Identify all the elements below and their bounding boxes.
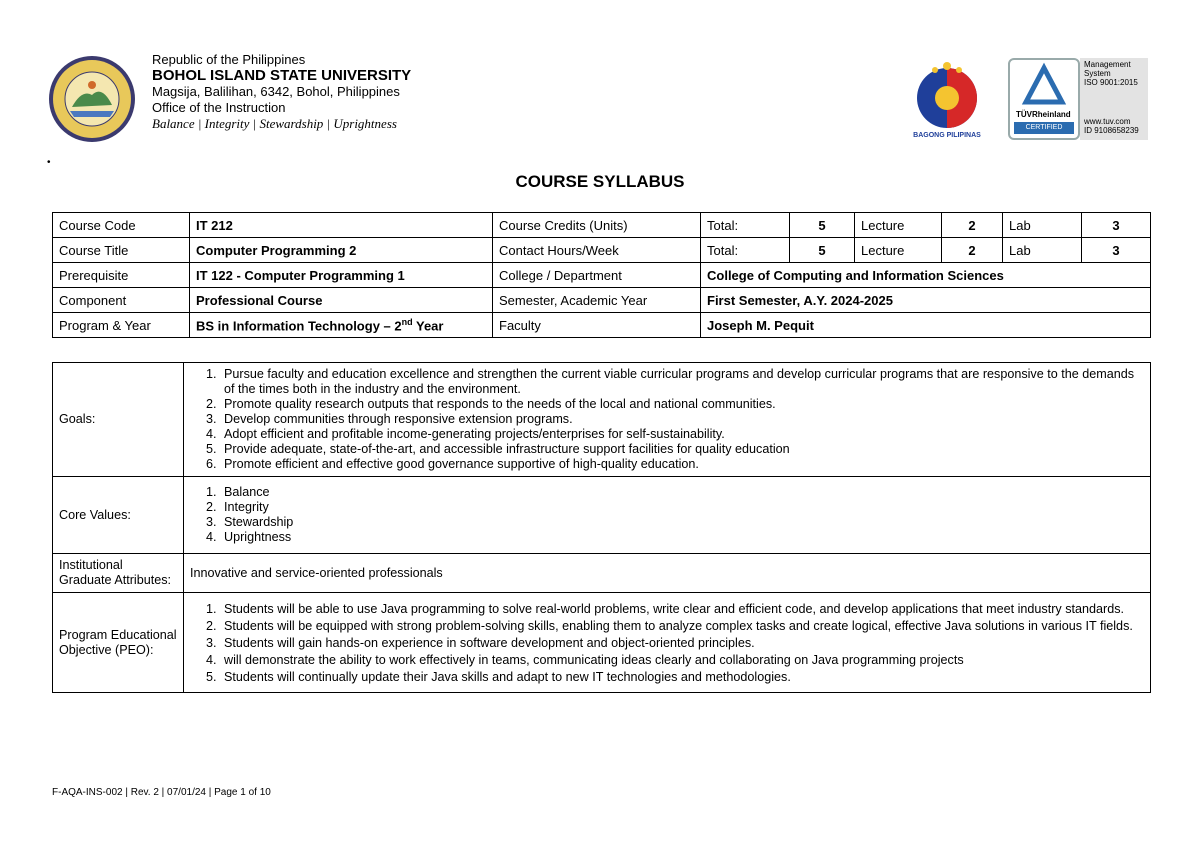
goals-cell bbox=[184, 363, 1151, 477]
label-cell: Prerequisite bbox=[53, 263, 190, 288]
program-year bbox=[190, 313, 493, 338]
label-cell: Total: bbox=[701, 238, 790, 263]
list-item: 6. Promote efficient and effective good governance supportive of high-quality education. bbox=[220, 457, 1144, 472]
course-info-table bbox=[52, 212, 1151, 338]
prerequisite: IT 122 - Computer Programming 1 bbox=[190, 263, 493, 288]
university-header bbox=[152, 52, 411, 132]
table-row bbox=[53, 593, 1151, 693]
list-item: 2. Promote quality research outputs that responds to the needs of the local and national communities. bbox=[220, 397, 1144, 412]
document-footer: F-AQA-INS-002 | Rev. 2 | 07/01/24 | Page 1 of 10 bbox=[52, 787, 271, 798]
table-row bbox=[53, 213, 1151, 238]
peo-label: Program Educational Objective (PEO): bbox=[53, 593, 184, 693]
program-text: BS in Information Technology – 2 bbox=[196, 318, 402, 334]
page-title: COURSE SYLLABUS bbox=[515, 172, 685, 191]
contact-lecture: 2 bbox=[942, 238, 1003, 263]
tuv-line: System bbox=[1084, 69, 1111, 78]
office-name: Office of the Instruction bbox=[152, 100, 286, 115]
tuv-certification-logo bbox=[1008, 58, 1148, 140]
list-item: 1. Pursue faculty and education excellence and strengthen the current viable curricular programs and develop curricular programs that are responsive to the demands of the times both in the industry and the environment. bbox=[220, 367, 1144, 397]
label-cell: Total: bbox=[701, 213, 790, 238]
credits-total: 5 bbox=[790, 213, 855, 238]
faculty: Joseph M. Pequit bbox=[701, 313, 1151, 338]
tuv-line: www.tuv.com bbox=[1084, 117, 1131, 126]
goals-label: Goals: bbox=[53, 363, 184, 477]
core-values-list bbox=[190, 485, 1144, 545]
label-cell: Faculty bbox=[493, 313, 701, 338]
peo-list bbox=[190, 601, 1144, 686]
tuv-line: ISO 9001:2015 bbox=[1084, 78, 1138, 87]
label-cell: Lab bbox=[1003, 238, 1082, 263]
tuv-line: ID 9108658239 bbox=[1084, 126, 1139, 135]
table-row bbox=[53, 288, 1151, 313]
tuv-line: Management bbox=[1084, 60, 1131, 69]
label-cell: Course Title bbox=[53, 238, 190, 263]
list-item: 3. Stewardship bbox=[220, 515, 1144, 530]
program-text-end: Year bbox=[412, 318, 444, 334]
program-sup: nd bbox=[401, 316, 413, 327]
graduate-attributes-label: Institutional Graduate Attributes: bbox=[53, 554, 184, 593]
label-cell: Program & Year bbox=[53, 313, 190, 338]
semester: First Semester, A.Y. 2024-2025 bbox=[701, 288, 1151, 313]
contact-total: 5 bbox=[790, 238, 855, 263]
label-cell: Course Code bbox=[53, 213, 190, 238]
university-address: Magsija, Balilihan, 6342, Bohol, Philippines bbox=[152, 84, 400, 99]
table-row bbox=[53, 238, 1151, 263]
list-item: 2. Integrity bbox=[220, 500, 1144, 515]
core-values-cell bbox=[184, 477, 1151, 554]
republic-line: Republic of the Philippines bbox=[152, 52, 306, 67]
tuv-brand: TÜVRheinland bbox=[1016, 110, 1071, 119]
table-row bbox=[53, 313, 1151, 338]
bagong-pilipinas-logo bbox=[902, 60, 992, 146]
university-seal-logo bbox=[48, 55, 136, 143]
list-item: 5. Provide adequate, state-of-the-art, and accessible infrastructure support facilities for quality education bbox=[220, 442, 1144, 457]
stray-mark: • bbox=[47, 157, 51, 168]
table-row bbox=[53, 363, 1151, 477]
list-item: 3. Students will gain hands-on experience in software development and object-oriented principles. bbox=[220, 635, 1144, 652]
list-item: 4. Uprightness bbox=[220, 530, 1144, 545]
label-cell: College / Department bbox=[493, 263, 701, 288]
list-item: 2. Students will be equipped with strong problem-solving skills, enabling them to analyze complex tasks and create logical, effective Java solutions in various IT fields. bbox=[220, 618, 1144, 635]
university-motto: Balance | Integrity | Stewardship | Uprightness bbox=[152, 116, 397, 131]
label-cell: Course Credits (Units) bbox=[493, 213, 701, 238]
course-title: Computer Programming 2 bbox=[190, 238, 493, 263]
list-item: 3. Develop communities through responsive extension programs. bbox=[220, 412, 1144, 427]
peo-cell bbox=[184, 593, 1151, 693]
contact-lab: 3 bbox=[1082, 238, 1151, 263]
label-cell: Semester, Academic Year bbox=[493, 288, 701, 313]
label-cell: Lecture bbox=[855, 213, 942, 238]
list-item: 5. Students will continually update their Java skills and adapt to new IT technologies and methodologies. bbox=[220, 669, 1144, 686]
bagong-pilipinas-label: BAGONG PILIPINAS bbox=[913, 132, 981, 139]
college: College of Computing and Information Sciences bbox=[701, 263, 1151, 288]
list-item: 4. will demonstrate the ability to work effectively in teams, communicating ideas clearly and collaborating on Java programming projects bbox=[220, 652, 1144, 669]
tuv-certified: CERTIFIED bbox=[1014, 122, 1074, 134]
label-cell: Lecture bbox=[855, 238, 942, 263]
graduate-attributes: Innovative and service-oriented professionals bbox=[184, 554, 1151, 593]
list-item: 4. Adopt efficient and profitable income-generating projects/enterprises for self-sustainability. bbox=[220, 427, 1144, 442]
goals-list bbox=[190, 367, 1144, 472]
tuv-badge bbox=[1008, 58, 1080, 140]
table-row bbox=[53, 263, 1151, 288]
table-row bbox=[53, 477, 1151, 554]
credits-lab: 3 bbox=[1082, 213, 1151, 238]
label-cell: Component bbox=[53, 288, 190, 313]
component: Professional Course bbox=[190, 288, 493, 313]
credits-lecture: 2 bbox=[942, 213, 1003, 238]
list-item: 1. Students will be able to use Java programming to solve real-world problems, write clear and efficient code, and develop applications that meet industry standards. bbox=[220, 601, 1144, 618]
list-item: 1. Balance bbox=[220, 485, 1144, 500]
syllabus-details-table bbox=[52, 362, 1151, 693]
core-values-label: Core Values: bbox=[53, 477, 184, 554]
label-cell: Lab bbox=[1003, 213, 1082, 238]
university-name: BOHOL ISLAND STATE UNIVERSITY bbox=[152, 67, 412, 84]
label-cell: Contact Hours/Week bbox=[493, 238, 701, 263]
tuv-triangle-icon bbox=[1010, 60, 1078, 110]
course-code: IT 212 bbox=[190, 213, 493, 238]
table-row bbox=[53, 554, 1151, 593]
tuv-details bbox=[1080, 58, 1148, 140]
